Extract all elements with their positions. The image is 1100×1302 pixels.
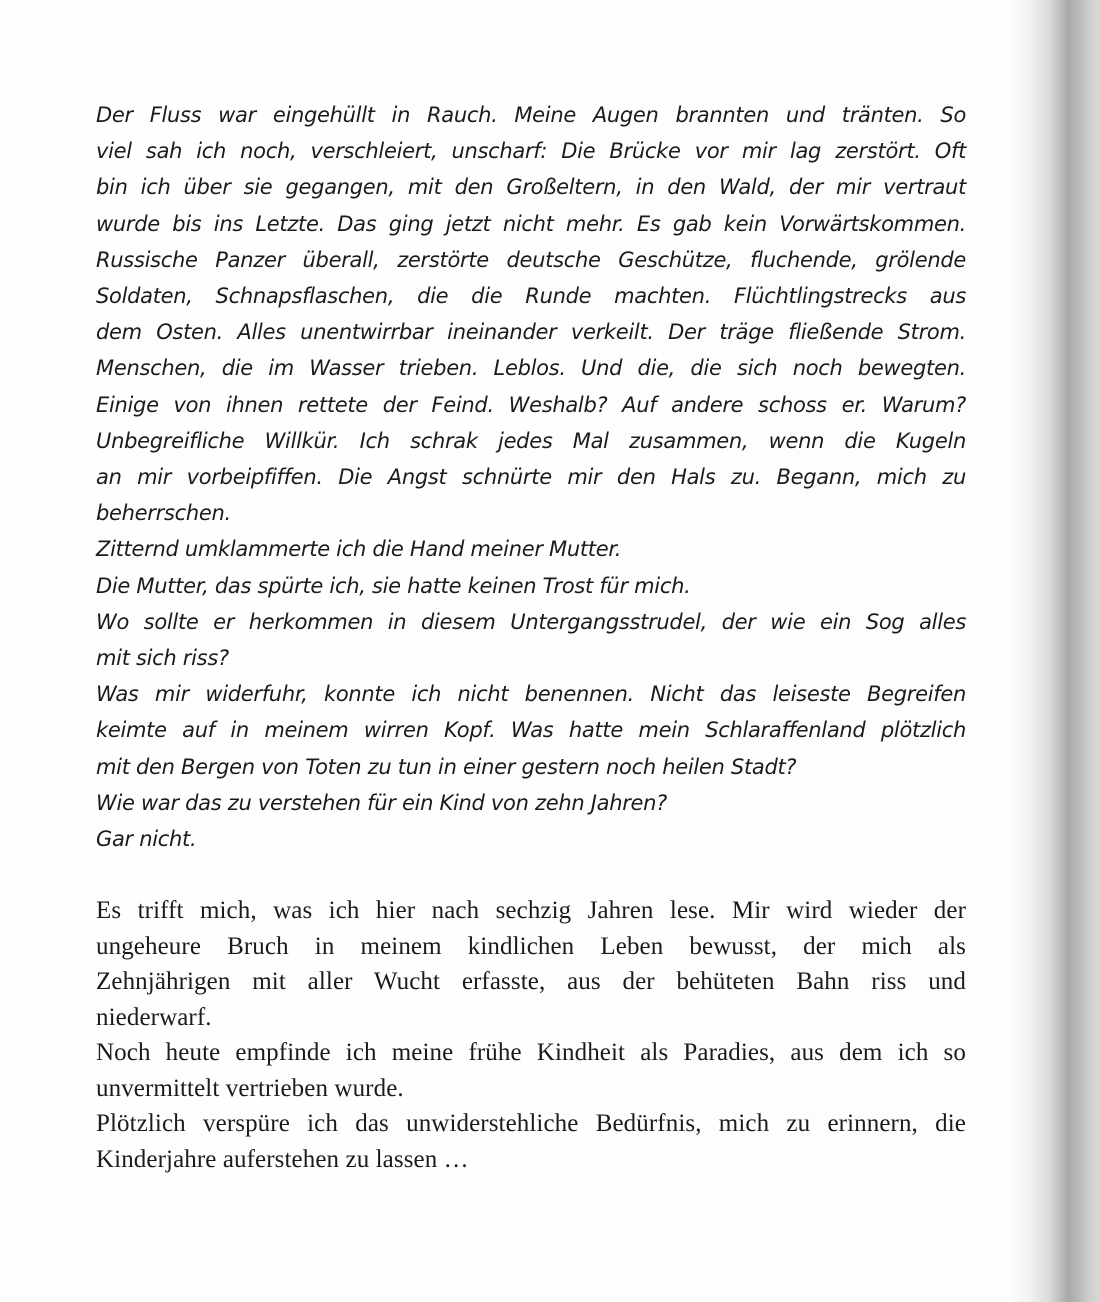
text-line: Menschen, die im Wasser trieben. Leblos. Und die, die sich noch bewegten. [96,356,966,381]
text-line: Unbegreifliche Willkür. Ich schrak jedes Mal zusammen, wenn die Kugeln [96,428,966,453]
text-line: Es trifft mich, was ich hier nach sechzig Jahren lese. Mir wird wieder der [96,897,966,924]
text-line: viel sah ich noch, verschleiert, unscharf: Die Brücke vor mir lag zerstört. Oft [96,139,966,164]
italic-passage [96,97,966,857]
text-line: Der Fluss war eingehüllt in Rauch. Meine Augen brannten und tränten. So [96,103,966,127]
text-line: ungeheure Bruch in meinem kindlichen Leben bewusst, der mich als [96,932,966,960]
text-line: Was mir widerfuhr, konnte ich nicht benennen. Nicht das leiseste Begreifen [96,682,966,707]
text-line: Wie war das zu verstehen für ein Kind von zehn Jahren? [96,790,668,815]
text-line: Kinderjahre auferstehen zu lassen … [96,1145,469,1173]
text-line: Die Mutter, das spürte ich, sie hatte keinen Trost für mich. [96,573,691,598]
text-line: Soldaten, Schnapsflaschen, die die Runde machten. Flüchtlingstrecks aus [96,284,966,309]
text-line: dem Osten. Alles unentwirrbar ineinander verkeilt. Der träge fließende Strom. [96,320,966,345]
text-line: niederwarf. [96,1003,212,1031]
text-line: Noch heute empfinde ich meine frühe Kindheit als Paradies, aus dem ich so [96,1039,966,1066]
text-line: Wo sollte er herkommen in diesem Untergangsstrudel, der wie ein Sog alles [96,609,966,634]
text-line: Gar nicht. [96,827,197,852]
text-line: wurde bis ins Letzte. Das ging jetzt nicht mehr. Es gab kein Vorwärtskommen. [96,211,966,236]
text-line: mit den Bergen von Toten zu tun in einer gestern noch heilen Stadt? [96,754,797,779]
text-line: Zehnjährigen mit aller Wucht erfasste, aus der behüteten Bahn riss und [96,968,966,995]
text-line: Plötzlich verspüre ich das unwiderstehliche Bedürfnis, mich zu erinnern, die [96,1110,966,1137]
text-line: bin ich über sie gegangen, mit den Großeltern, in den Wald, der mir vertraut [96,175,966,200]
text-line: mit sich riss? [96,646,229,671]
text-line: an mir vorbeipfiffen. Die Angst schnürte mir den Hals zu. Begann, mich zu [96,465,966,490]
text-line: beherrschen. [96,501,231,526]
text-line: unvermittelt vertrieben wurde. [96,1074,404,1102]
text-line: Einige von ihnen rettete der Feind. Weshalb? Auf andere schoss er. Warum? [96,392,966,417]
text-line: Zitternd umklammerte ich die Hand meiner Mutter. [96,537,622,562]
serif-passage [96,893,966,1177]
text-line: Russische Panzer überall, zerstörte deutsche Geschütze, fluchende, grölende [96,247,966,272]
text-line: keimte auf in meinem wirren Kopf. Was hatte mein Schlaraffenland plötzlich [96,718,966,743]
